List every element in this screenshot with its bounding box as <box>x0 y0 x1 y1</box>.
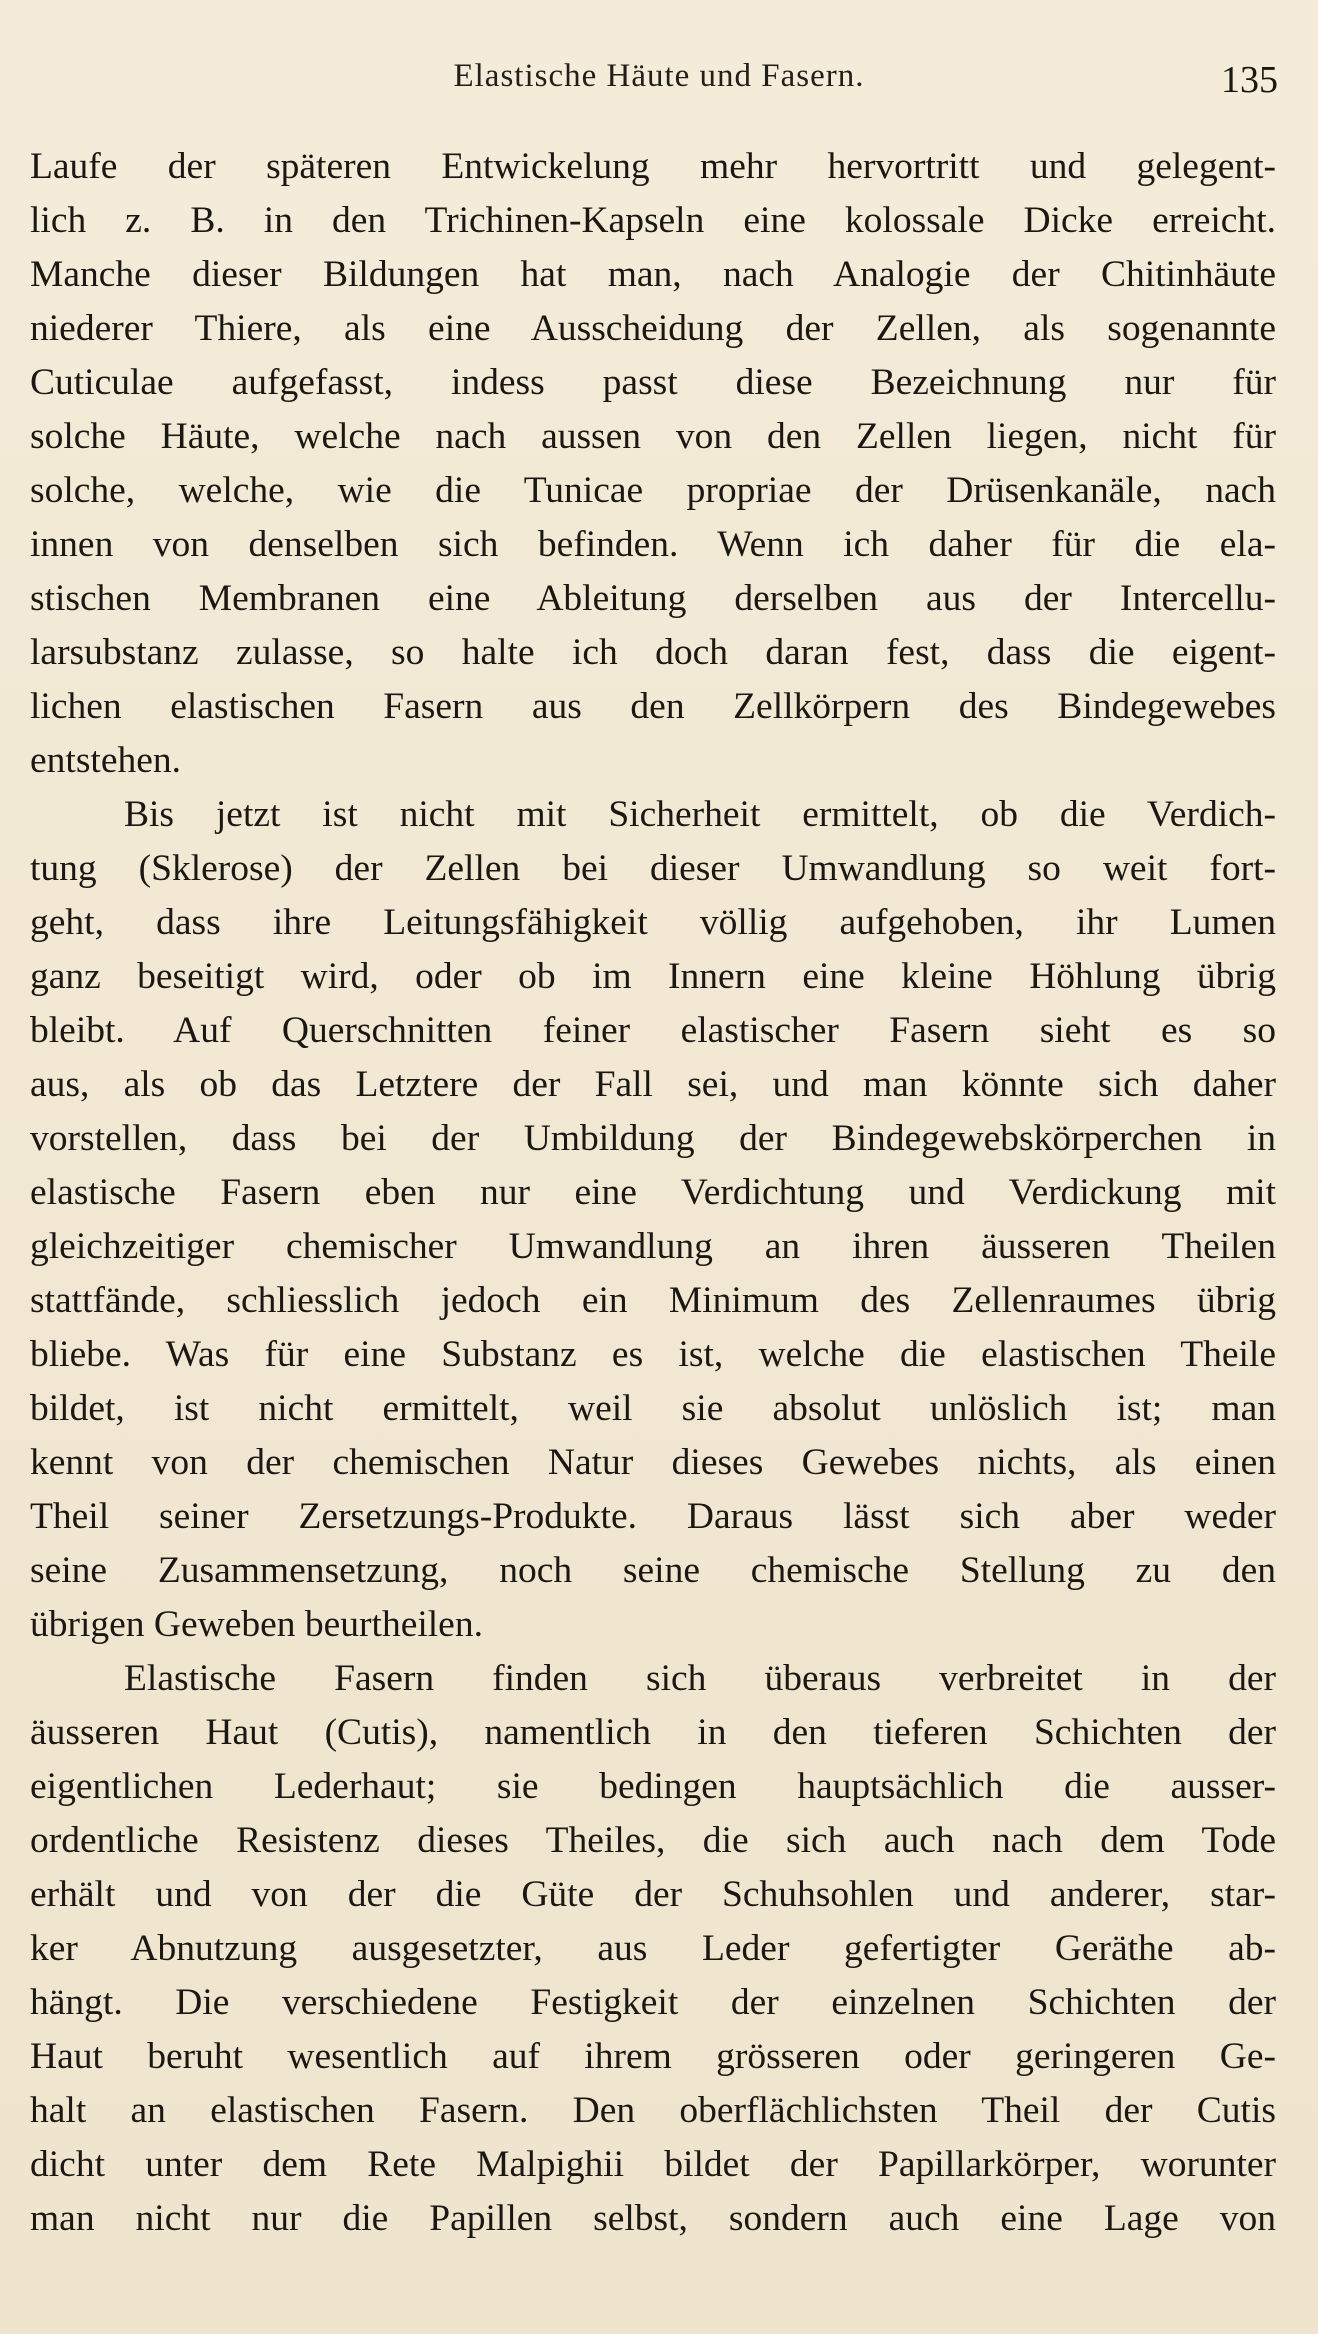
text-line: stattfände, schliesslich jedoch ein Minimum des Zellenraumes übrig <box>30 1280 1276 1321</box>
text-line: ordentliche Resistenz dieses Theiles, die sich auch nach dem Tode <box>30 1820 1276 1861</box>
text-line: ker Abnutzung ausgesetzter, aus Leder gefertigter Geräthe ab- <box>30 1928 1276 1969</box>
text-line: Haut beruht wesentlich auf ihrem grösseren oder geringeren Ge- <box>30 2036 1276 2077</box>
text-line: entstehen. <box>30 740 181 781</box>
text-line: kennt von der chemischen Natur dieses Gewebes nichts, als einen <box>30 1442 1276 1483</box>
text-line: elastische Fasern eben nur eine Verdichtung und Verdickung mit <box>30 1172 1276 1213</box>
text-line: aus, als ob das Letztere der Fall sei, und man könnte sich daher <box>30 1064 1276 1105</box>
text-line: vorstellen, dass bei der Umbildung der Bindegewebskörperchen in <box>30 1118 1276 1159</box>
text-line: man nicht nur die Papillen selbst, sondern auch eine Lage von <box>30 2198 1276 2239</box>
text-line: solche, welche, wie die Tunicae propriae der Drüsenkanäle, nach <box>30 470 1276 511</box>
text-line: hängt. Die verschiedene Festigkeit der einzelnen Schichten der <box>30 1982 1276 2023</box>
running-head <box>0 58 1318 102</box>
text-line: niederer Thiere, als eine Ausscheidung der Zellen, als sogenannte <box>30 308 1276 349</box>
text-line: dicht unter dem Rete Malpighii bildet der Papillarkörper, worunter <box>30 2144 1276 2185</box>
text-line: übrigen Geweben beurtheilen. <box>30 1604 483 1645</box>
text-line: äusseren Haut (Cutis), namentlich in den tieferen Schichten der <box>30 1712 1276 1753</box>
text-line: ganz beseitigt wird, oder ob im Innern eine kleine Höhlung übrig <box>30 956 1276 997</box>
text-line: Cuticulae aufgefasst, indess passt diese Bezeichnung nur für <box>30 362 1276 403</box>
text-line: Elastische Fasern finden sich überaus verbreitet in der <box>124 1658 1276 1699</box>
text-line: bleibt. Auf Querschnitten feiner elastischer Fasern sieht es so <box>30 1010 1276 1051</box>
page-number: 135 <box>1221 59 1278 101</box>
text-line: larsubstanz zulasse, so halte ich doch daran fest, dass die eigent- <box>30 632 1276 673</box>
text-line: tung (Sklerose) der Zellen bei dieser Umwandlung so weit fort- <box>30 848 1276 889</box>
text-line: eigentlichen Lederhaut; sie bedingen hauptsächlich die ausser- <box>30 1766 1276 1807</box>
text-line: innen von denselben sich befinden. Wenn ich daher für die ela- <box>30 524 1276 565</box>
text-line: bildet, ist nicht ermittelt, weil sie absolut unlöslich ist; man <box>30 1388 1276 1429</box>
running-title: Elastische Häute und Fasern. <box>453 58 865 94</box>
body-text <box>30 140 1276 2246</box>
text-line: seine Zusammensetzung, noch seine chemische Stellung zu den <box>30 1550 1276 1591</box>
text-line: geht, dass ihre Leitungsfähigkeit völlig aufgehoben, ihr Lumen <box>30 902 1276 943</box>
text-line: solche Häute, welche nach aussen von den Zellen liegen, nicht für <box>30 416 1276 457</box>
text-line: gleichzeitiger chemischer Umwandlung an ihren äusseren Theilen <box>30 1226 1276 1267</box>
text-line: bliebe. Was für eine Substanz es ist, welche die elastischen Theile <box>30 1334 1276 1375</box>
text-line: Bis jetzt ist nicht mit Sicherheit ermittelt, ob die Verdich- <box>124 794 1276 835</box>
text-line: Manche dieser Bildungen hat man, nach Analogie der Chitinhäute <box>30 254 1276 295</box>
text-line: halt an elastischen Fasern. Den oberflächlichsten Theil der Cutis <box>30 2090 1276 2131</box>
text-line: Laufe der späteren Entwickelung mehr hervortritt und gelegent- <box>30 146 1276 187</box>
text-line: Theil seiner Zersetzungs-Produkte. Daraus lässt sich aber weder <box>30 1496 1276 1537</box>
text-line: lichen elastischen Fasern aus den Zellkörpern des Bindegewebes <box>30 686 1276 727</box>
text-line: stischen Membranen eine Ableitung derselben aus der Intercellu- <box>30 578 1276 619</box>
text-line: lich z. B. in den Trichinen-Kapseln eine kolossale Dicke erreicht. <box>30 200 1276 241</box>
text-line: erhält und von der die Güte der Schuhsohlen und anderer, star- <box>30 1874 1276 1915</box>
